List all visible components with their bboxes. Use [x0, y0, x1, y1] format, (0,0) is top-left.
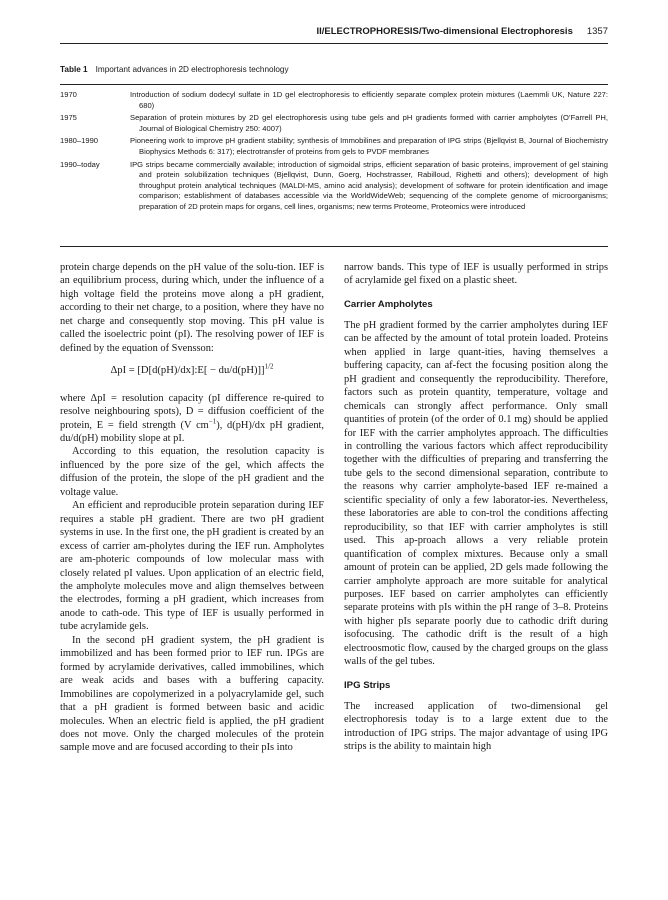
- equation-exponent: 1/2: [264, 362, 274, 371]
- section-heading-carrier-ampholytes: Carrier Ampholytes: [344, 298, 433, 310]
- paragraph: protein charge depends on the pH value of the solu-tion. IEF is an equilibrium process, during which, under the influence of a high voltage field the proteins move along a pH gradient, according to their net charge, to a position, where they have no net charge and consequently stop moving. This pH value is called the isoelectric point (pI). The resolving power of IEF is defined by the equation of Svensson:: [60, 262, 324, 354]
- table-label: Table 1: [60, 65, 88, 74]
- paragraph-definitions: [60, 392, 324, 446]
- paragraph: The pH gradient formed by the carrier ampholytes during IEF can be affected by the amount of total protein loaded. Proteins when applied in large quant-ities, having themselves a buffering capacity, can af-fect the focusing position along the pH gradient and consequently the reproducibility. Therefore, factors such as protein quantity, temperature, voltage and chemicals can strongly affect performance. Only small quantities of protein (of the order of 0.1 mg) should be applied for IEF with the carrier ampholytes approach. The difficulties in controlling the various factors which affect reproducibility together with the difficulties of preparing and transferring the tube gels to the second dimensional separation, contribute to the reasons why carrier ampholyte-based IEF re-mained a scientific speciality of only a few laborator-ies. Nevertheless, these laboratories are able to con-trol the conditions affecting reproducibility, so that IEF with carrier ampholytes is still used. This ap-proach allows a very reliable protein quantification of complex mixtures. Because only a small amount of protein can be applied, 2D gels made following the carrier ampholyte approach are more suitable for analytical purposes. IEF based on carrier ampholytes can efficiently separate proteins with pIs within the pH range of 3–8. Proteins with higher pIs separate poorly due to cathodic drift during isofocusing. The cathodic drift is the result of a high electroosmotic flow, caused by the charged groups on the glass walls of the gel tubes.: [344, 319, 608, 668]
- advances-table: [60, 90, 608, 215]
- definitions-text-end: ), d(pH)/dx pH gradient, du/d(pH) mobility slope at pI.: [60, 419, 324, 444]
- svensson-equation: [60, 364, 324, 377]
- table-caption: [60, 65, 289, 74]
- table-description: Separation of protein mixtures by 2D gel electrophoresis using tube gels and pH gradients formed with carrier ampholytes (O’Farrell PH, Journal of Biological Chemistry 250: 4007): [130, 113, 608, 133]
- paragraph: An efficient and reproducible protein separation during IEF requires a stable pH gradient. There are two pH gradient systems in use. In the first one, the pH gradient is created by an excess of carrier am-pholytes during the IEF run. Ampholytes are am-photeric compounds of low molecular mass with closely related pI values. Upon application of an electric field, the ampholyte molecules move and align themselves between the electrodes, forming a pH gradient, which increases from anode to cath-ode. This type of IEF is usually performed in tube acrylamide gels.: [60, 500, 324, 633]
- table-description: Pioneering work to improve pH gradient stability; synthesis of Immobilines and preparation of IPG strips (Bjellqvist B, Journal of Biochemistry Biophysics Methods 6: 317); electrotransfer of proteins from gels to PVDF membranes: [130, 136, 608, 156]
- paragraph: The increased application of two-dimensional gel electrophoresis today is to a large extent due to the introduction of IPG strips. The major advantage of using IPG strips is the ability to maintain high: [344, 700, 608, 753]
- definitions-text: where ΔpI = resolution capacity (pI difference re-quired to resolve neighbouring spots), D = diffusion coefficient of the protein, E = field strength (V cm: [60, 392, 324, 431]
- paragraph: narrow bands. This type of IEF is usually performed in strips of acrylamide gel fixed on a plastic sheet.: [344, 262, 608, 287]
- equation-body: ΔpI = [D[d(pH)/dx]:E[ − du/d(pH)]]: [110, 365, 265, 377]
- paragraph: In the second pH gradient system, the pH gradient is immobilized and has been formed prior to IEF run. IPGs are formed by acrylamide derivatives, called immobilines, which are weak acids and bases with a buffering capacity. Immobilines are copolymerized in a polyacrylamide gel, such that a pH gradient is formed between basic and acidic molecules. When an electric field is applied, the pH gradient does not move. Only the charged molecules of the protein sample move and are focused according to their pIs into: [60, 634, 324, 754]
- table-row: [60, 113, 608, 134]
- table-year: 1990–today: [60, 159, 100, 169]
- table-caption-text: Important advances in 2D electrophoresis technology: [95, 65, 289, 74]
- table-bottom-rule: [60, 246, 608, 247]
- running-header: [60, 26, 608, 42]
- header-rule: [60, 43, 608, 44]
- table-row: [60, 136, 608, 157]
- left-column: [60, 261, 324, 755]
- table-row: [60, 160, 608, 213]
- right-column: [344, 261, 608, 754]
- table-year: 1980–1990: [60, 136, 99, 146]
- unit-exponent: −1: [208, 417, 217, 426]
- page-number: 1357: [586, 26, 608, 37]
- table-description: IPG strips became commercially available; introduction of sigmoidal strips, efficient separation of basic proteins, improvement of gel staining and protein solubilization techniques (Bjellqvist, Dunn, Goerg, Hochstrasser, Rabilloud, Righetti and others); development of high throughput protein analytical techniques (MALDI-MS, amino acid analysis); development of software for protein identification and image comparison; establishment of databases accessible via the WorldWideWeb; sequencing of the complete genome of microorganisms; preparation of 2D protein maps for organs, cell lines, organisms; new terms Proteome, Proteomics were introduced: [130, 159, 608, 211]
- table-year: 1970: [60, 90, 77, 99]
- table-year: 1975: [60, 113, 77, 123]
- table-row: [60, 90, 608, 111]
- running-title: II/ELECTROPHORESIS/Two-dimensional Electrophoresis: [316, 26, 573, 37]
- section-heading-ipg-strips: IPG Strips: [344, 679, 391, 691]
- table-top-rule: [60, 84, 608, 85]
- table-description: Introduction of sodium dodecyl sulfate in 1D gel electrophoresis to efficiently separate complex protein mixtures (Laemmli UK, Nature 227: 680): [130, 90, 608, 110]
- paragraph: According to this equation, the resolution capacity is influenced by the pore size of the gel, which affects the diffusion of the protein, the slope of the pH gradient and the voltage value.: [60, 446, 324, 498]
